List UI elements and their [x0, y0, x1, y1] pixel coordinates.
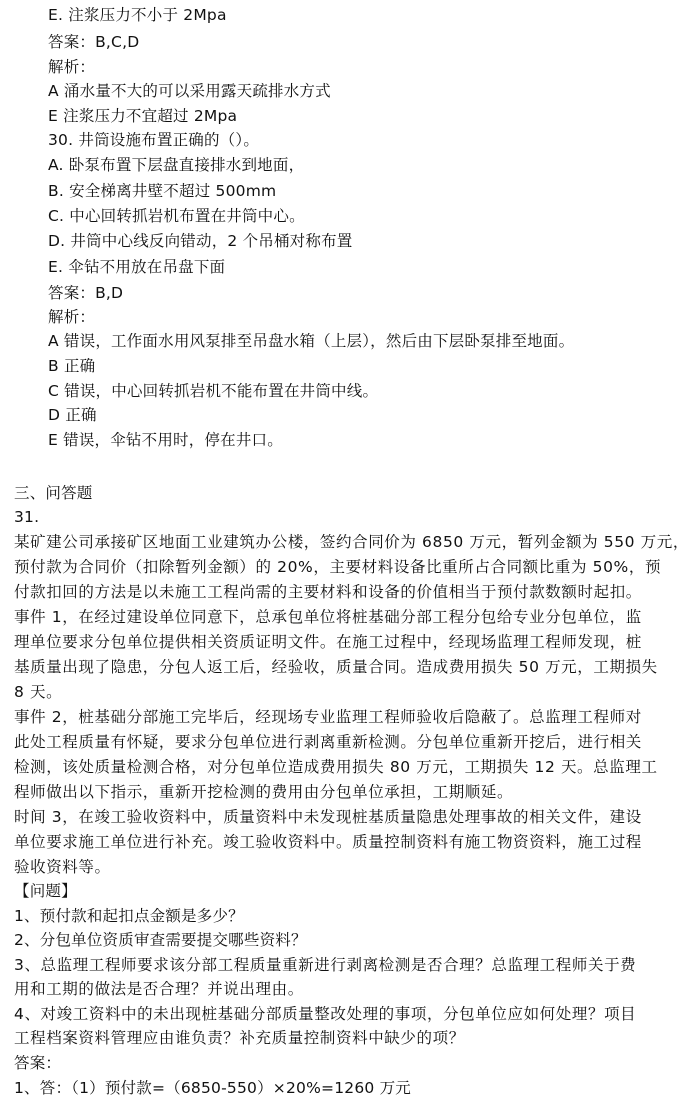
q30-analysis-label: 解析： — [48, 308, 96, 326]
q30-stem: 30. 井筒设施布置正确的（）。 — [48, 131, 260, 149]
body-line: 验收资料等。 — [14, 858, 111, 876]
body-line: 理单位要求分包单位提供相关资质证明文件。在施工过程中，经现场监理工程师发现，桩 — [14, 633, 642, 651]
body-line: 时间 3，在竣工验收资料中，质量资料中未发现桩基质量隐患处理事故的相关文件，建设 — [14, 808, 642, 826]
q30-analysis-line: A 错误，工作面水用风泵排至吊盘水箱（上层），然后由下层卧泵排至地面。 — [48, 332, 575, 350]
question-item: 3、总监理工程师要求该分部工程质量重新进行剥离检测是否合理？总监理工程师关于费 — [14, 956, 637, 974]
section-heading: 三、问答题 — [14, 484, 93, 502]
body-line: 付款扣回的方法是以未施工工程尚需的主要材料和设备的价值相当于预付款数额时起扣。 — [14, 583, 642, 601]
answer-label: 答案： — [14, 1054, 62, 1072]
q29-analysis-label: 解析： — [48, 58, 96, 76]
question-number: 31. — [14, 508, 40, 526]
question-item: 工程档案资料管理应由谁负责？补充质量控制资料中缺少的项？ — [14, 1029, 465, 1047]
q30-analysis-line: B 正确 — [48, 357, 96, 375]
answer-line: 1、答：（1）预付款=（6850-550）×20%=1260 万元 — [14, 1079, 411, 1097]
q30-option-a: A. 卧泵布置下层盘直接排水到地面， — [48, 156, 305, 174]
q30-option-d: D. 井筒中心线反向错动，2 个吊桶对称布置 — [48, 232, 353, 250]
body-line: 检测，该处质量检测合格，对分包单位造成费用损失 80 万元，工期损失 12 天。总监理工 — [14, 758, 658, 776]
q29-option-e: E. 注浆压力不小于 2Mpa — [48, 6, 227, 24]
q30-analysis-line: E 错误，伞钻不用时，停在井口。 — [48, 431, 283, 449]
body-line: 程师做出以下指示，重新开挖检测的费用由分包单位承担，工期顺延。 — [14, 783, 514, 801]
body-line: 预付款为合同价（扣除暂列金额）的 20%，主要材料设备比重所占合同额比重为 50%，预 — [14, 558, 662, 576]
q30-answer: 答案：B,D — [48, 284, 124, 302]
body-line: 事件 1，在经过建设单位同意下，总承包单位将桩基础分部工程分包给专业分包单位，监 — [14, 608, 642, 626]
body-line: 8 天。 — [14, 683, 63, 701]
question-item: 2、分包单位资质审查需要提交哪些资料？ — [14, 931, 307, 949]
body-line: 事件 2，桩基础分部施工完毕后，经现场专业监理工程师验收后隐蔽了。总监理工程师对 — [14, 708, 642, 726]
q29-analysis-line: E 注浆压力不宜超过 2Mpa — [48, 107, 238, 125]
q30-option-e: E. 伞钻不用放在吊盘下面 — [48, 258, 226, 276]
q30-analysis-line: C 错误，中心回转抓岩机不能布置在井筒中线。 — [48, 382, 379, 400]
q30-option-c: C. 中心回转抓岩机布置在井筒中心。 — [48, 207, 305, 225]
q29-answer: 答案：B,C,D — [48, 33, 140, 51]
body-line: 此处工程质量有怀疑，要求分包单位进行剥离重新检测。分包单位重新开挖后，进行相关 — [14, 733, 642, 751]
body-line: 基质量出现了隐患，分包人返工后，经验收，质量合同。造成费用损失 50 万元，工期损失 — [14, 658, 658, 676]
question-item: 用和工期的做法是否合理？并说出理由。 — [14, 980, 304, 998]
question-item: 1、预付款和起扣点金额是多少？ — [14, 907, 244, 925]
body-line: 某矿建公司承接矿区地面工业建筑办公楼，签约合同价为 6850 万元，暂列金额为 550 万元， — [14, 533, 689, 551]
body-line: 单位要求施工单位进行补充。竣工验收资料中。质量控制资料有施工物资资料，施工过程 — [14, 833, 642, 851]
question-item: 4、对竣工资料中的未出现桩基础分部质量整改处理的事项，分包单位应如何处理？项目 — [14, 1005, 637, 1023]
q30-option-b: B. 安全梯离井壁不超过 500mm — [48, 182, 277, 200]
q30-analysis-line: D 正确 — [48, 406, 97, 424]
q29-analysis-line: A 涌水量不大的可以采用露天疏排水方式 — [48, 82, 331, 100]
question-heading: 【问题】 — [14, 882, 77, 900]
